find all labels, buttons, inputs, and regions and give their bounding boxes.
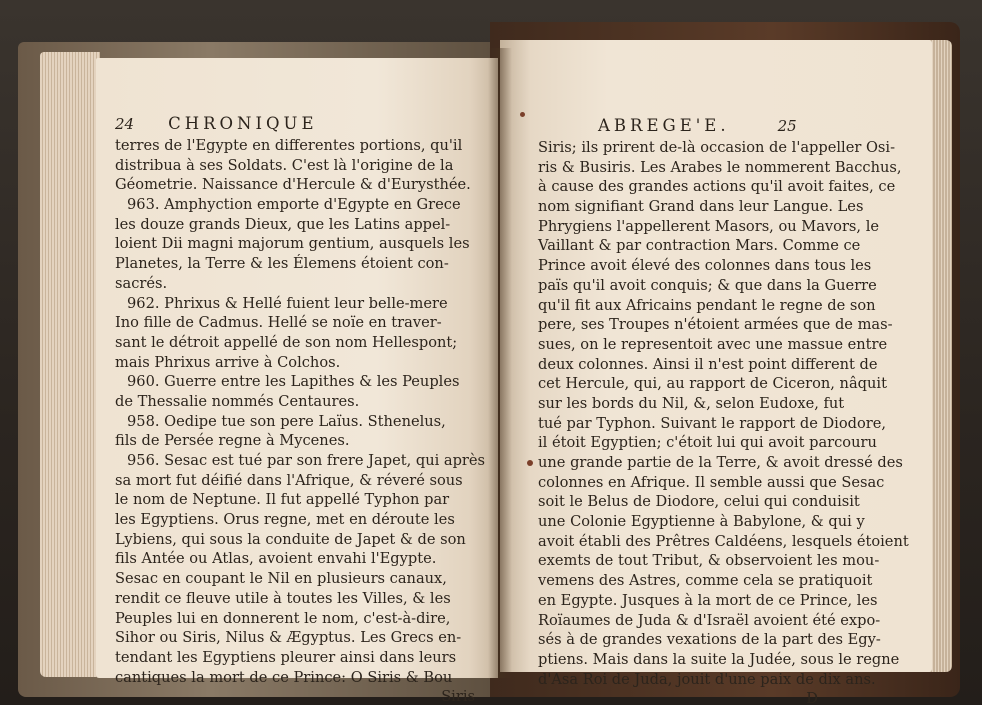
text-line: fils Antée ou Atlas, avoient envahi l'Egypte. xyxy=(115,550,437,568)
text-line: Géometrie. Naissance d'Hercule & d'Eurysthée. xyxy=(115,176,471,194)
page-number: 24 xyxy=(115,115,135,133)
text-line: cantiques la mort de ce Prince: O Siris & Bou xyxy=(115,668,453,686)
left-page-header xyxy=(115,114,475,136)
text-line: sant le détroit appellé de son nom Hellespont; xyxy=(115,333,458,351)
text-line: d'Asa Roi de Juda, jouit d'une paix de dix ans. xyxy=(538,670,876,688)
text-line: en Egypte. Jusques à la mort de ce Prince, les xyxy=(538,591,878,609)
text-line: Peuples lui en donnerent le nom, c'est-à-dire, xyxy=(115,609,451,627)
text-line: à cause des grandes actions qu'il avoit faites, ce xyxy=(538,178,896,196)
text-line: Lybiens, qui sous la conduite de Japet & de son xyxy=(115,530,466,548)
ink-speck xyxy=(527,460,533,466)
left-page-edges xyxy=(40,52,100,677)
text-line: une Colonie Egyptienne à Babylone, & qui y xyxy=(538,513,865,531)
text-line: soit le Belus de Diodore, celui qui conduisit xyxy=(538,493,860,511)
text-line: sues, on le representoit avec une massue entre xyxy=(538,335,888,353)
text-line: Prince avoit élevé des colonnes dans tous les xyxy=(538,257,872,275)
signature-mark: D xyxy=(806,690,820,705)
text-line: cet Hercule, qui, au rapport de Ciceron, nâquit xyxy=(538,375,887,393)
text-line: sacrés. xyxy=(115,274,168,292)
text-line: mais Phrixus arrive à Colchos. xyxy=(115,353,341,371)
text-line: ris & Busiris. Les Arabes le nommerent Bacchus, xyxy=(538,158,902,176)
text-line: vemens des Astres, comme cela se pratiquoit xyxy=(538,572,873,590)
text-line: une grande partie de la Terre, & avoit dressé des xyxy=(538,454,903,471)
text-line: fils de Persée regne à Mycenes. xyxy=(115,432,350,450)
text-line: qu'il fit aux Africains pendant le regne de son xyxy=(538,296,876,314)
left-page-text xyxy=(115,114,486,705)
text-line: Phrygiens l'appellerent Masors, ou Mavors, le xyxy=(538,217,880,235)
text-line: Planetes, la Terre & les Élemens étoient con- xyxy=(115,255,449,273)
text-line: Vaillant & par contraction Mars. Comme ce xyxy=(538,237,861,255)
page-number: 25 xyxy=(777,117,797,135)
text-line: Siris; ils prirent de-là occasion de l'appeller Osi- xyxy=(538,139,896,156)
text-line: Roïaumes de Juda & d'Israël avoient été expo- xyxy=(538,611,881,629)
text-line: terres de l'Egypte en differentes portions, qu'il xyxy=(115,137,463,154)
text-line: avoit établi des Prêtres Caldéens, lesquels étoient xyxy=(538,532,909,550)
text-line: colonnes en Afrique. Il semble aussi que Sesac xyxy=(538,473,885,491)
text-line: 958. Oedipe tue son pere Laïus. Sthenelus, xyxy=(127,412,446,430)
text-line: les douze grands Dieux, que les Latins appel- xyxy=(115,215,451,233)
catchword: Siris xyxy=(441,688,475,705)
running-head: ABREGE'E. xyxy=(598,116,730,135)
text-line: nom signifiant Grand dans leur Langue. Les xyxy=(538,198,864,216)
text-line: les Egyptiens. Orus regne, met en déroute les xyxy=(115,511,455,529)
right-page-header xyxy=(538,116,908,138)
text-line: Ino fille de Cadmus. Hellé se noïe en traver- xyxy=(115,314,442,332)
book-gutter xyxy=(488,48,512,678)
text-line: de Thessalie nommés Centaures. xyxy=(115,392,360,410)
text-line: ptiens. Mais dans la suite la Judée, sous le regne xyxy=(538,650,900,668)
running-head: CHRONIQUE xyxy=(168,114,318,133)
text-line: païs qu'il avoit conquis; & que dans la Guerre xyxy=(538,276,877,294)
text-line: loient Dii magni majorum gentium, ausquels les xyxy=(115,235,470,253)
text-line: distribua à ses Soldats. C'est là l'origine de la xyxy=(115,156,454,174)
text-line: 962. Phrixus & Hellé fuient leur belle-mere xyxy=(127,294,448,312)
text-line: rendit ce fleuve utile à toutes les Villes, & les xyxy=(115,589,451,607)
text-line: 956. Sesac est tué par son frere Japet, qui après xyxy=(127,452,486,469)
text-line: il étoit Egyptien; c'étoit lui qui avoit parcouru xyxy=(538,434,877,452)
text-line: Sesac en coupant le Nil en plusieurs canaux, xyxy=(115,570,447,588)
text-line: sés à de grandes vexations de la part des Egy- xyxy=(538,631,881,649)
text-line: tendant les Egyptiens pleurer ainsi dans leurs xyxy=(115,648,457,666)
right-page-text xyxy=(538,116,908,705)
text-line: sa mort fut déifié dans l'Afrique, & réveré sous xyxy=(115,471,463,489)
text-line: tué par Typhon. Suivant le rapport de Diodore, xyxy=(538,414,887,432)
ink-speck xyxy=(520,112,525,117)
text-line: deux colonnes. Ainsi il n'est point different de xyxy=(538,355,878,373)
text-line: sur les bords du Nil, &, selon Eudoxe, fut xyxy=(538,394,845,412)
text-line: 963. Amphyction emporte d'Egypte en Grece xyxy=(127,196,461,214)
text-line: exemts de tout Tribut, & observoient les mou- xyxy=(538,552,880,570)
text-line: le nom de Neptune. Il fut appellé Typhon par xyxy=(115,491,450,509)
text-line: pere, ses Troupes n'étoient armées que de mas- xyxy=(538,316,893,334)
text-line: Sihor ou Siris, Nilus & Ægyptus. Les Grecs en- xyxy=(115,629,462,647)
text-line: 960. Guerre entre les Lapithes & les Peuples xyxy=(127,373,460,391)
